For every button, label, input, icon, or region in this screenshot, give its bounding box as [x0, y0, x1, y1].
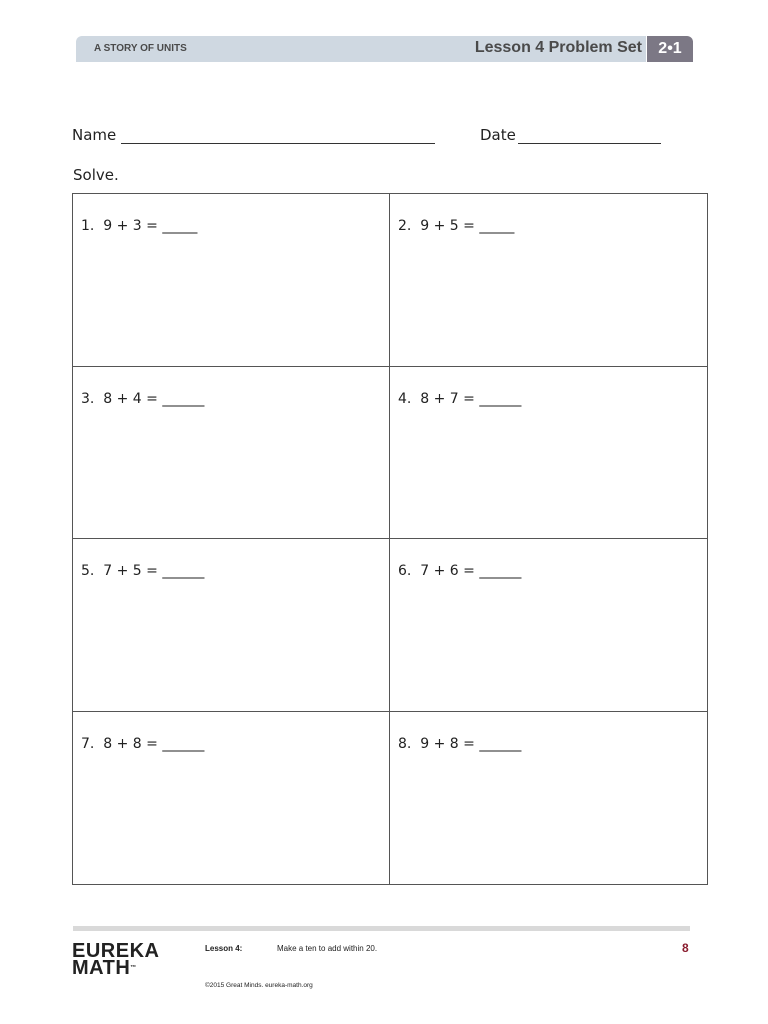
page-header — [76, 36, 693, 62]
problem-text: 8. 9 + 8 = ______ — [398, 735, 522, 752]
date-field[interactable] — [518, 143, 661, 144]
footer-lesson-description: Make a ten to add within 20. — [277, 944, 378, 953]
problem-cell[interactable] — [390, 367, 707, 540]
instruction: Solve. — [73, 166, 119, 184]
problem-cell[interactable] — [73, 712, 390, 885]
trademark: ™ — [130, 965, 137, 971]
name-label: Name — [72, 126, 117, 144]
problem-text: 6. 7 + 6 = ______ — [398, 563, 522, 579]
eureka-math-logo — [72, 940, 160, 979]
problem-text: 3. 8 + 4 = ______ — [81, 390, 205, 407]
problem-text: 2. 9 + 5 = _____ — [398, 218, 515, 234]
problem-text: 1. 9 + 3 = _____ — [81, 218, 198, 234]
series-title: A STORY OF UNITS — [94, 43, 187, 54]
header-bar — [76, 36, 646, 62]
module-code: 2•1 — [647, 36, 693, 62]
page-number: 8 — [682, 941, 689, 955]
copyright: ©2015 Great Minds. eureka-math.org — [205, 982, 313, 989]
date-label: Date — [480, 126, 516, 144]
problem-cell[interactable] — [73, 539, 390, 712]
problem-cell[interactable] — [73, 367, 390, 540]
logo-line-eureka: EUREKA — [72, 940, 160, 962]
problem-grid — [72, 193, 708, 885]
footer-divider — [73, 926, 690, 931]
problem-cell[interactable] — [390, 539, 707, 712]
problem-cell[interactable] — [390, 712, 707, 885]
problem-cell[interactable] — [73, 194, 390, 367]
problem-text: 7. 8 + 8 = ______ — [81, 735, 205, 752]
lesson-title: Lesson 4 Problem Set — [474, 39, 642, 56]
problem-text: 5. 7 + 5 = ______ — [81, 563, 205, 579]
problem-cell[interactable] — [390, 194, 707, 367]
footer-lesson-label: Lesson 4: — [205, 944, 243, 953]
problem-text: 4. 8 + 7 = ______ — [398, 390, 522, 407]
name-field[interactable] — [121, 143, 435, 144]
logo-line-math: MATH — [72, 957, 131, 979]
